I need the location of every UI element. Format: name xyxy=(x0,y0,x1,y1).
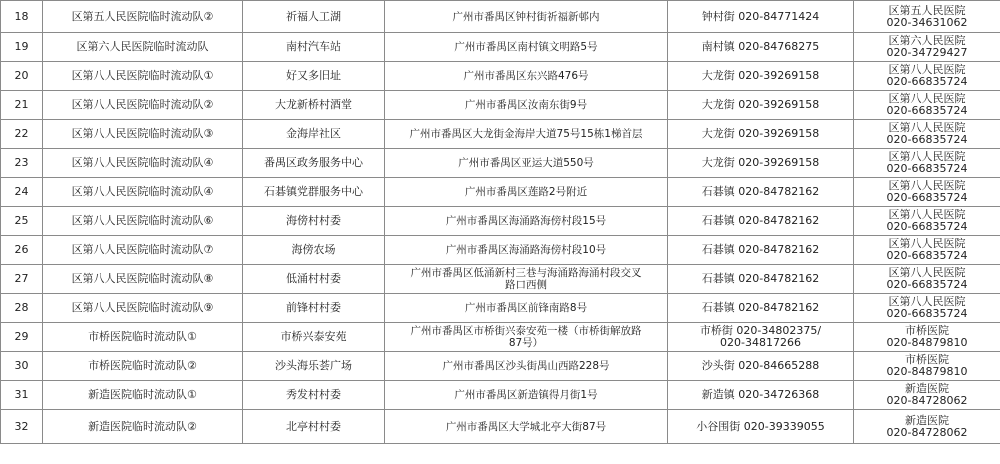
row-number: 20 xyxy=(1,62,43,91)
site-name: 金海岸社区 xyxy=(243,120,385,149)
table-row xyxy=(1,62,1000,91)
row-number: 27 xyxy=(1,265,43,294)
row-number: 24 xyxy=(1,178,43,207)
site-address: 广州市番禺区汝南东街9号 xyxy=(385,91,668,120)
row-number: 28 xyxy=(1,294,43,323)
site-name: 海傍村村委 xyxy=(243,207,385,236)
site-address: 广州市番禺区沙头街禺山西路228号 xyxy=(385,352,668,381)
hospital-contact: 市桥医院 020-84879810 xyxy=(854,323,1000,352)
hospital-contact: 区第八人民医院 020-66835724 xyxy=(854,149,1000,178)
street-phone: 钟村街 020-84771424 xyxy=(668,1,854,33)
row-number: 21 xyxy=(1,91,43,120)
street-phone: 石碁镇 020-84782162 xyxy=(668,207,854,236)
site-address: 广州市番禺区市桥街兴泰安苑一楼（市桥街解放路 87号） xyxy=(385,323,668,352)
team-name: 市桥医院临时流动队② xyxy=(43,352,243,381)
street-phone: 石碁镇 020-84782162 xyxy=(668,294,854,323)
table-row xyxy=(1,33,1000,62)
street-phone: 新造镇 020-34726368 xyxy=(668,381,854,410)
street-phone: 大龙街 020-39269158 xyxy=(668,62,854,91)
hospital-contact: 区第五人民医院 020-34631062 xyxy=(854,1,1000,33)
team-name: 区第八人民医院临时流动队⑨ xyxy=(43,294,243,323)
street-phone: 大龙街 020-39269158 xyxy=(668,149,854,178)
site-name: 番禺区政务服务中心 xyxy=(243,149,385,178)
table-row xyxy=(1,120,1000,149)
row-number: 32 xyxy=(1,410,43,444)
team-name: 新造医院临时流动队① xyxy=(43,381,243,410)
site-address: 广州市番禺区东兴路476号 xyxy=(385,62,668,91)
row-number: 19 xyxy=(1,33,43,62)
hospital-contact: 区第六人民医院 020-34729427 xyxy=(854,33,1000,62)
team-name: 市桥医院临时流动队① xyxy=(43,323,243,352)
site-name: 沙头海乐荟广场 xyxy=(243,352,385,381)
site-name: 海傍农场 xyxy=(243,236,385,265)
site-name: 秀发村村委 xyxy=(243,381,385,410)
team-name: 区第八人民医院临时流动队④ xyxy=(43,178,243,207)
street-phone: 石碁镇 020-84782162 xyxy=(668,178,854,207)
site-address: 广州市番禺区莲路2号附近 xyxy=(385,178,668,207)
table-row xyxy=(1,236,1000,265)
team-name: 区第八人民医院临时流动队④ xyxy=(43,149,243,178)
row-number: 23 xyxy=(1,149,43,178)
row-number: 30 xyxy=(1,352,43,381)
site-name: 南村汽车站 xyxy=(243,33,385,62)
site-name: 石碁镇党群服务中心 xyxy=(243,178,385,207)
row-number: 31 xyxy=(1,381,43,410)
table-row xyxy=(1,410,1000,444)
hospital-contact: 区第八人民医院 020-66835724 xyxy=(854,294,1000,323)
site-address: 广州市番禺区南村镇文明路5号 xyxy=(385,33,668,62)
hospital-contact: 区第八人民医院 020-66835724 xyxy=(854,178,1000,207)
site-address: 广州市番禺区大龙街金海岸大道75号15栋1梯首层 xyxy=(385,120,668,149)
table-row xyxy=(1,178,1000,207)
site-address: 广州市番禺区大学城北亭大街87号 xyxy=(385,410,668,444)
hospital-contact: 新造医院 020-84728062 xyxy=(854,381,1000,410)
hospital-contact: 区第八人民医院 020-66835724 xyxy=(854,265,1000,294)
hospital-contact: 区第八人民医院 020-66835724 xyxy=(854,236,1000,265)
table-row xyxy=(1,381,1000,410)
row-number: 18 xyxy=(1,1,43,33)
hospital-contact: 区第八人民医院 020-66835724 xyxy=(854,120,1000,149)
team-name: 区第八人民医院临时流动队⑥ xyxy=(43,207,243,236)
street-phone: 大龙街 020-39269158 xyxy=(668,91,854,120)
row-number: 22 xyxy=(1,120,43,149)
team-name: 区第六人民医院临时流动队 xyxy=(43,33,243,62)
site-name: 北亭村村委 xyxy=(243,410,385,444)
site-address: 广州市番禺区低涌新村三巷与海涌路海涌村段交叉 路口西侧 xyxy=(385,265,668,294)
site-address: 广州市番禺区海涌路海傍村段10号 xyxy=(385,236,668,265)
hospital-contact: 区第八人民医院 020-66835724 xyxy=(854,207,1000,236)
site-name: 市桥兴泰安苑 xyxy=(243,323,385,352)
street-phone: 石碁镇 020-84782162 xyxy=(668,236,854,265)
team-name: 区第五人民医院临时流动队② xyxy=(43,1,243,33)
site-address: 广州市番禺区前锋南路8号 xyxy=(385,294,668,323)
table-row xyxy=(1,294,1000,323)
site-name: 祈福人工湖 xyxy=(243,1,385,33)
row-number: 29 xyxy=(1,323,43,352)
site-name: 前锋村村委 xyxy=(243,294,385,323)
site-name: 大龙新桥村酒堂 xyxy=(243,91,385,120)
table-row xyxy=(1,91,1000,120)
team-name: 区第八人民医院临时流动队① xyxy=(43,62,243,91)
street-phone: 大龙街 020-39269158 xyxy=(668,120,854,149)
row-number: 25 xyxy=(1,207,43,236)
hospital-contact: 市桥医院 020-84879810 xyxy=(854,352,1000,381)
table-row xyxy=(1,352,1000,381)
table-row xyxy=(1,207,1000,236)
site-address: 广州市番禺区新造镇得月街1号 xyxy=(385,381,668,410)
team-name: 新造医院临时流动队② xyxy=(43,410,243,444)
hospital-contact: 新造医院 020-84728062 xyxy=(854,410,1000,444)
street-phone: 市桥街 020-34802375/ 020-34817266 xyxy=(668,323,854,352)
table-body xyxy=(1,1,1000,444)
table-row xyxy=(1,1,1000,33)
street-phone: 小谷围街 020-39339055 xyxy=(668,410,854,444)
team-name: 区第八人民医院临时流动队⑦ xyxy=(43,236,243,265)
team-name: 区第八人民医院临时流动队⑧ xyxy=(43,265,243,294)
site-name: 好又多旧址 xyxy=(243,62,385,91)
row-number: 26 xyxy=(1,236,43,265)
team-name: 区第八人民医院临时流动队③ xyxy=(43,120,243,149)
street-phone: 南村镇 020-84768275 xyxy=(668,33,854,62)
table-row xyxy=(1,323,1000,352)
street-phone: 沙头街 020-84665288 xyxy=(668,352,854,381)
site-address: 广州市番禺区海涌路海傍村段15号 xyxy=(385,207,668,236)
table-row xyxy=(1,149,1000,178)
site-name: 低涌村村委 xyxy=(243,265,385,294)
street-phone: 石碁镇 020-84782162 xyxy=(668,265,854,294)
table-row xyxy=(1,265,1000,294)
hospital-contact: 区第八人民医院 020-66835724 xyxy=(854,62,1000,91)
site-address: 广州市番禺区钟村街祈福新邨内 xyxy=(385,1,668,33)
team-name: 区第八人民医院临时流动队② xyxy=(43,91,243,120)
hospital-contact: 区第八人民医院 020-66835724 xyxy=(854,91,1000,120)
site-address: 广州市番禺区亚运大道550号 xyxy=(385,149,668,178)
